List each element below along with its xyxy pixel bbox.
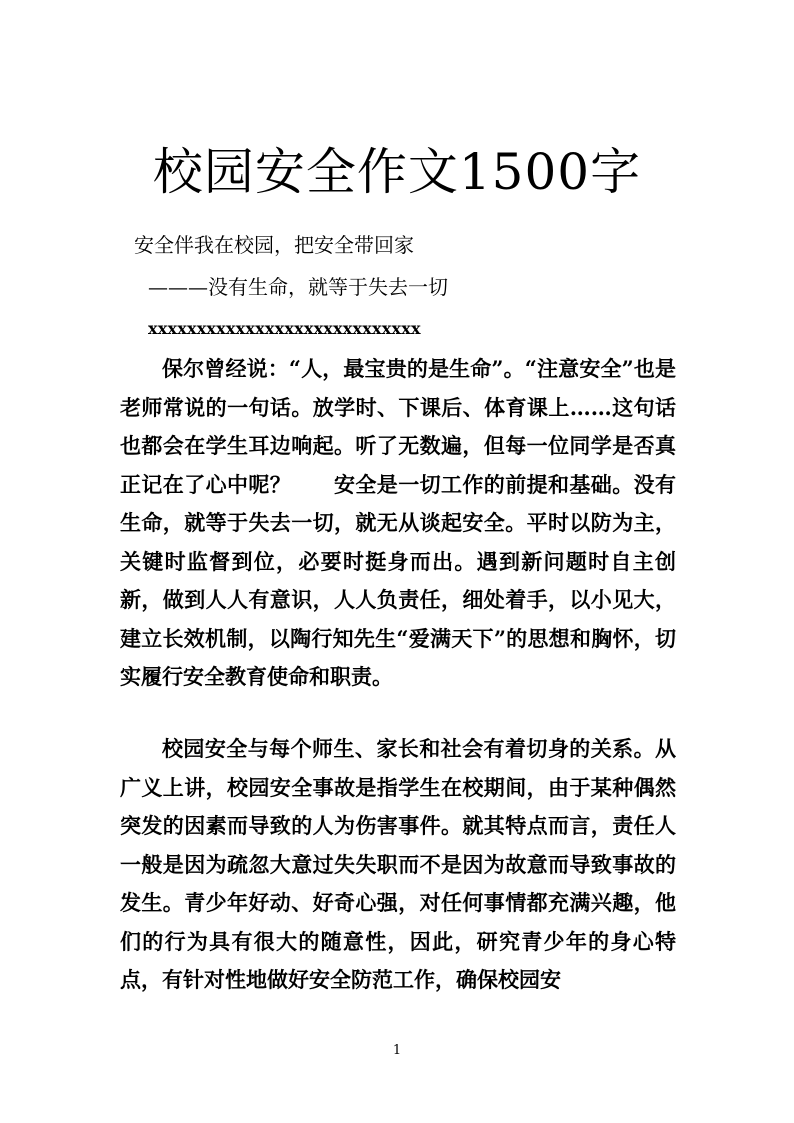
- page-number: 1: [392, 1043, 402, 1058]
- document-title: 校园安全作文1500字: [152, 143, 642, 201]
- placeholder-line: xxxxxxxxxxxxxxxxxxxxxxxxxxxx: [148, 319, 421, 338]
- subheading-1: 安全伴我在校园，把安全带回家: [134, 233, 414, 257]
- body-paragraph-1: 保尔曾经说：“人，最宝贵的是生命”。“注意安全”也是老师常说的一句话。放学时、下课后、体育课上……这句话也都会在学生耳边响起。听了无数遍，但每一位同学是否真正记在了心中呢？ 安全是一切工作的前提和基础。没有生命，就等于失去一切，就无从谈起安全。平时以防为主，关键时监督到位，必要时挺身而出。遇到新问题时自主创新，做到人人有意识，人人负责任，细处着手，以小见大，建立长效机制，以陶行知先生“爱满天下”的思想和胸怀，切实履行安全教育使命和职责。: [120, 356, 676, 689]
- body-paragraph-2: 校园安全与每个师生、家长和社会有着切身的关系。从广义上讲，校园安全事故是指学生在校期间，由于某种偶然突发的因素而导致的人为伤害事件。就其特点而言，责任人一般是因为疏忽大意过失失职而不是因为故意而导致事故的发生。青少年好动、好奇心强，对任何事情都充满兴趣，他们的行为具有很大的随意性，因此，研究青少年的身心特点，有针对性地做好安全防范工作，确保校园安: [120, 736, 676, 992]
- subheading-2: ———没有生命，就等于失去一切: [148, 275, 448, 299]
